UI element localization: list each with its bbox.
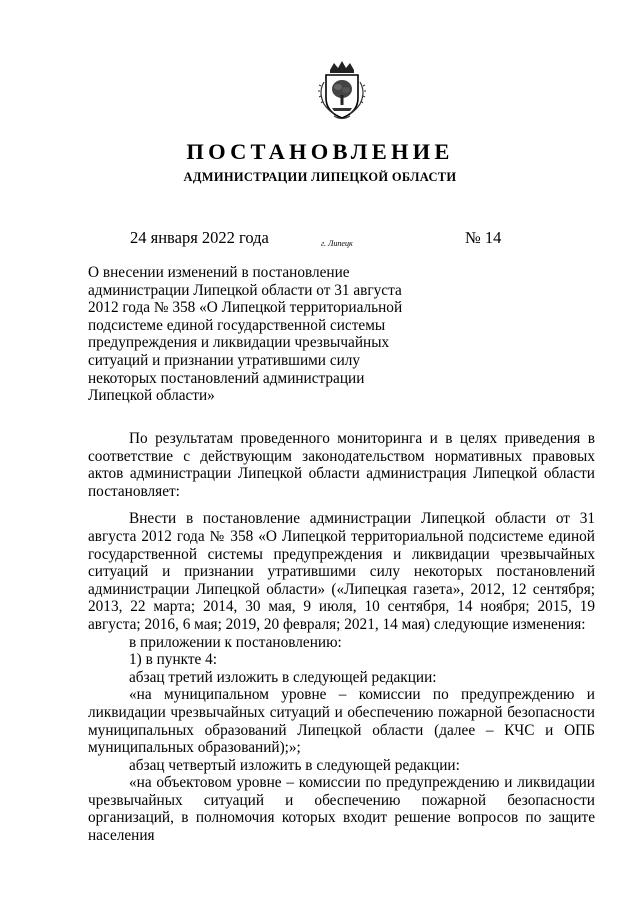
paragraph3-intro: абзац третий изложить в следующей редакции:	[129, 668, 437, 686]
paragraph3-text: «на муниципальном уровне – комиссии по предупреждению и ликвидации чрезвычайных ситуаций и обеспечению пожарной безопасности муниципальных образований Липецкой области (далее – КЧС и ОПБ муниципальных образований);»;	[88, 686, 595, 757]
document-subject	[88, 264, 408, 405]
document-subtitle: АДМИНИСТРАЦИИ ЛИПЕЦКОЙ ОБЛАСТИ	[183, 170, 457, 184]
preamble-paragraph: По результатам проведенного мониторинга и в целях приведения в соответствие с действующим законодательством нормативных правовых актов администрации Липецкой области администрация Липецкой области постановляет:	[88, 430, 595, 500]
subject-line: О внесении изменений в постановление	[88, 264, 350, 281]
paragraph4-intro: абзац четвертый изложить в следующей редакции:	[129, 756, 460, 774]
document-date: 24 января 2022 года	[130, 228, 269, 247]
document-number: № 14	[465, 228, 502, 247]
main-paragraph: Внести в постановление администрации Липецкой области от 31 августа 2012 года № 358 «О Липецкой территориальной подсистеме единой государственной системы предупреждения и ликвидации чрезвычайных ситуаций и признании утратившими силу некоторых постановлений администрации Липецкой области» («Липецкая газета», 2012, 12 сентября; 2013, 22 марта; 2014, 30 мая, 9 июля, 10 сентября, 14 ноября; 2015, 19 августа; 2016, 6 мая; 2019, 20 февраля; 2021, 14 мая) следующие изменения:	[88, 510, 595, 633]
document-title: ПОСТАНОВЛЕНИЕ	[186, 139, 454, 164]
subject-line: администрации Липецкой области от 31 августа	[88, 281, 402, 299]
subject-line: некоторых постановлений администрации	[88, 369, 365, 387]
paragraph4-text: «на объектовом уровне – комиссии по предупреждению и ликвидации чрезвычайных ситуаций и обеспечению пожарной безопасности организаций, в полномочия которых входит решение вопросов по защите населения	[88, 774, 595, 845]
document-city: г. Липецк	[321, 239, 353, 248]
subject-line: Липецкой области»	[88, 387, 215, 405]
point-line: 1) в пункте 4:	[129, 651, 218, 669]
subject-line: подсистеме единой государственной системы	[88, 316, 386, 334]
subject-line: 2012 года № 358 «О Липецкой территориальной	[88, 299, 403, 317]
subject-line: ситуаций и признании утратившими силу	[88, 351, 361, 369]
subject-line: предупреждения и ликвидации чрезвычайных	[88, 334, 390, 352]
appendix-line: в приложении к постановлению:	[129, 633, 342, 651]
coat-of-arms-icon	[316, 60, 368, 122]
document-body	[88, 430, 595, 845]
